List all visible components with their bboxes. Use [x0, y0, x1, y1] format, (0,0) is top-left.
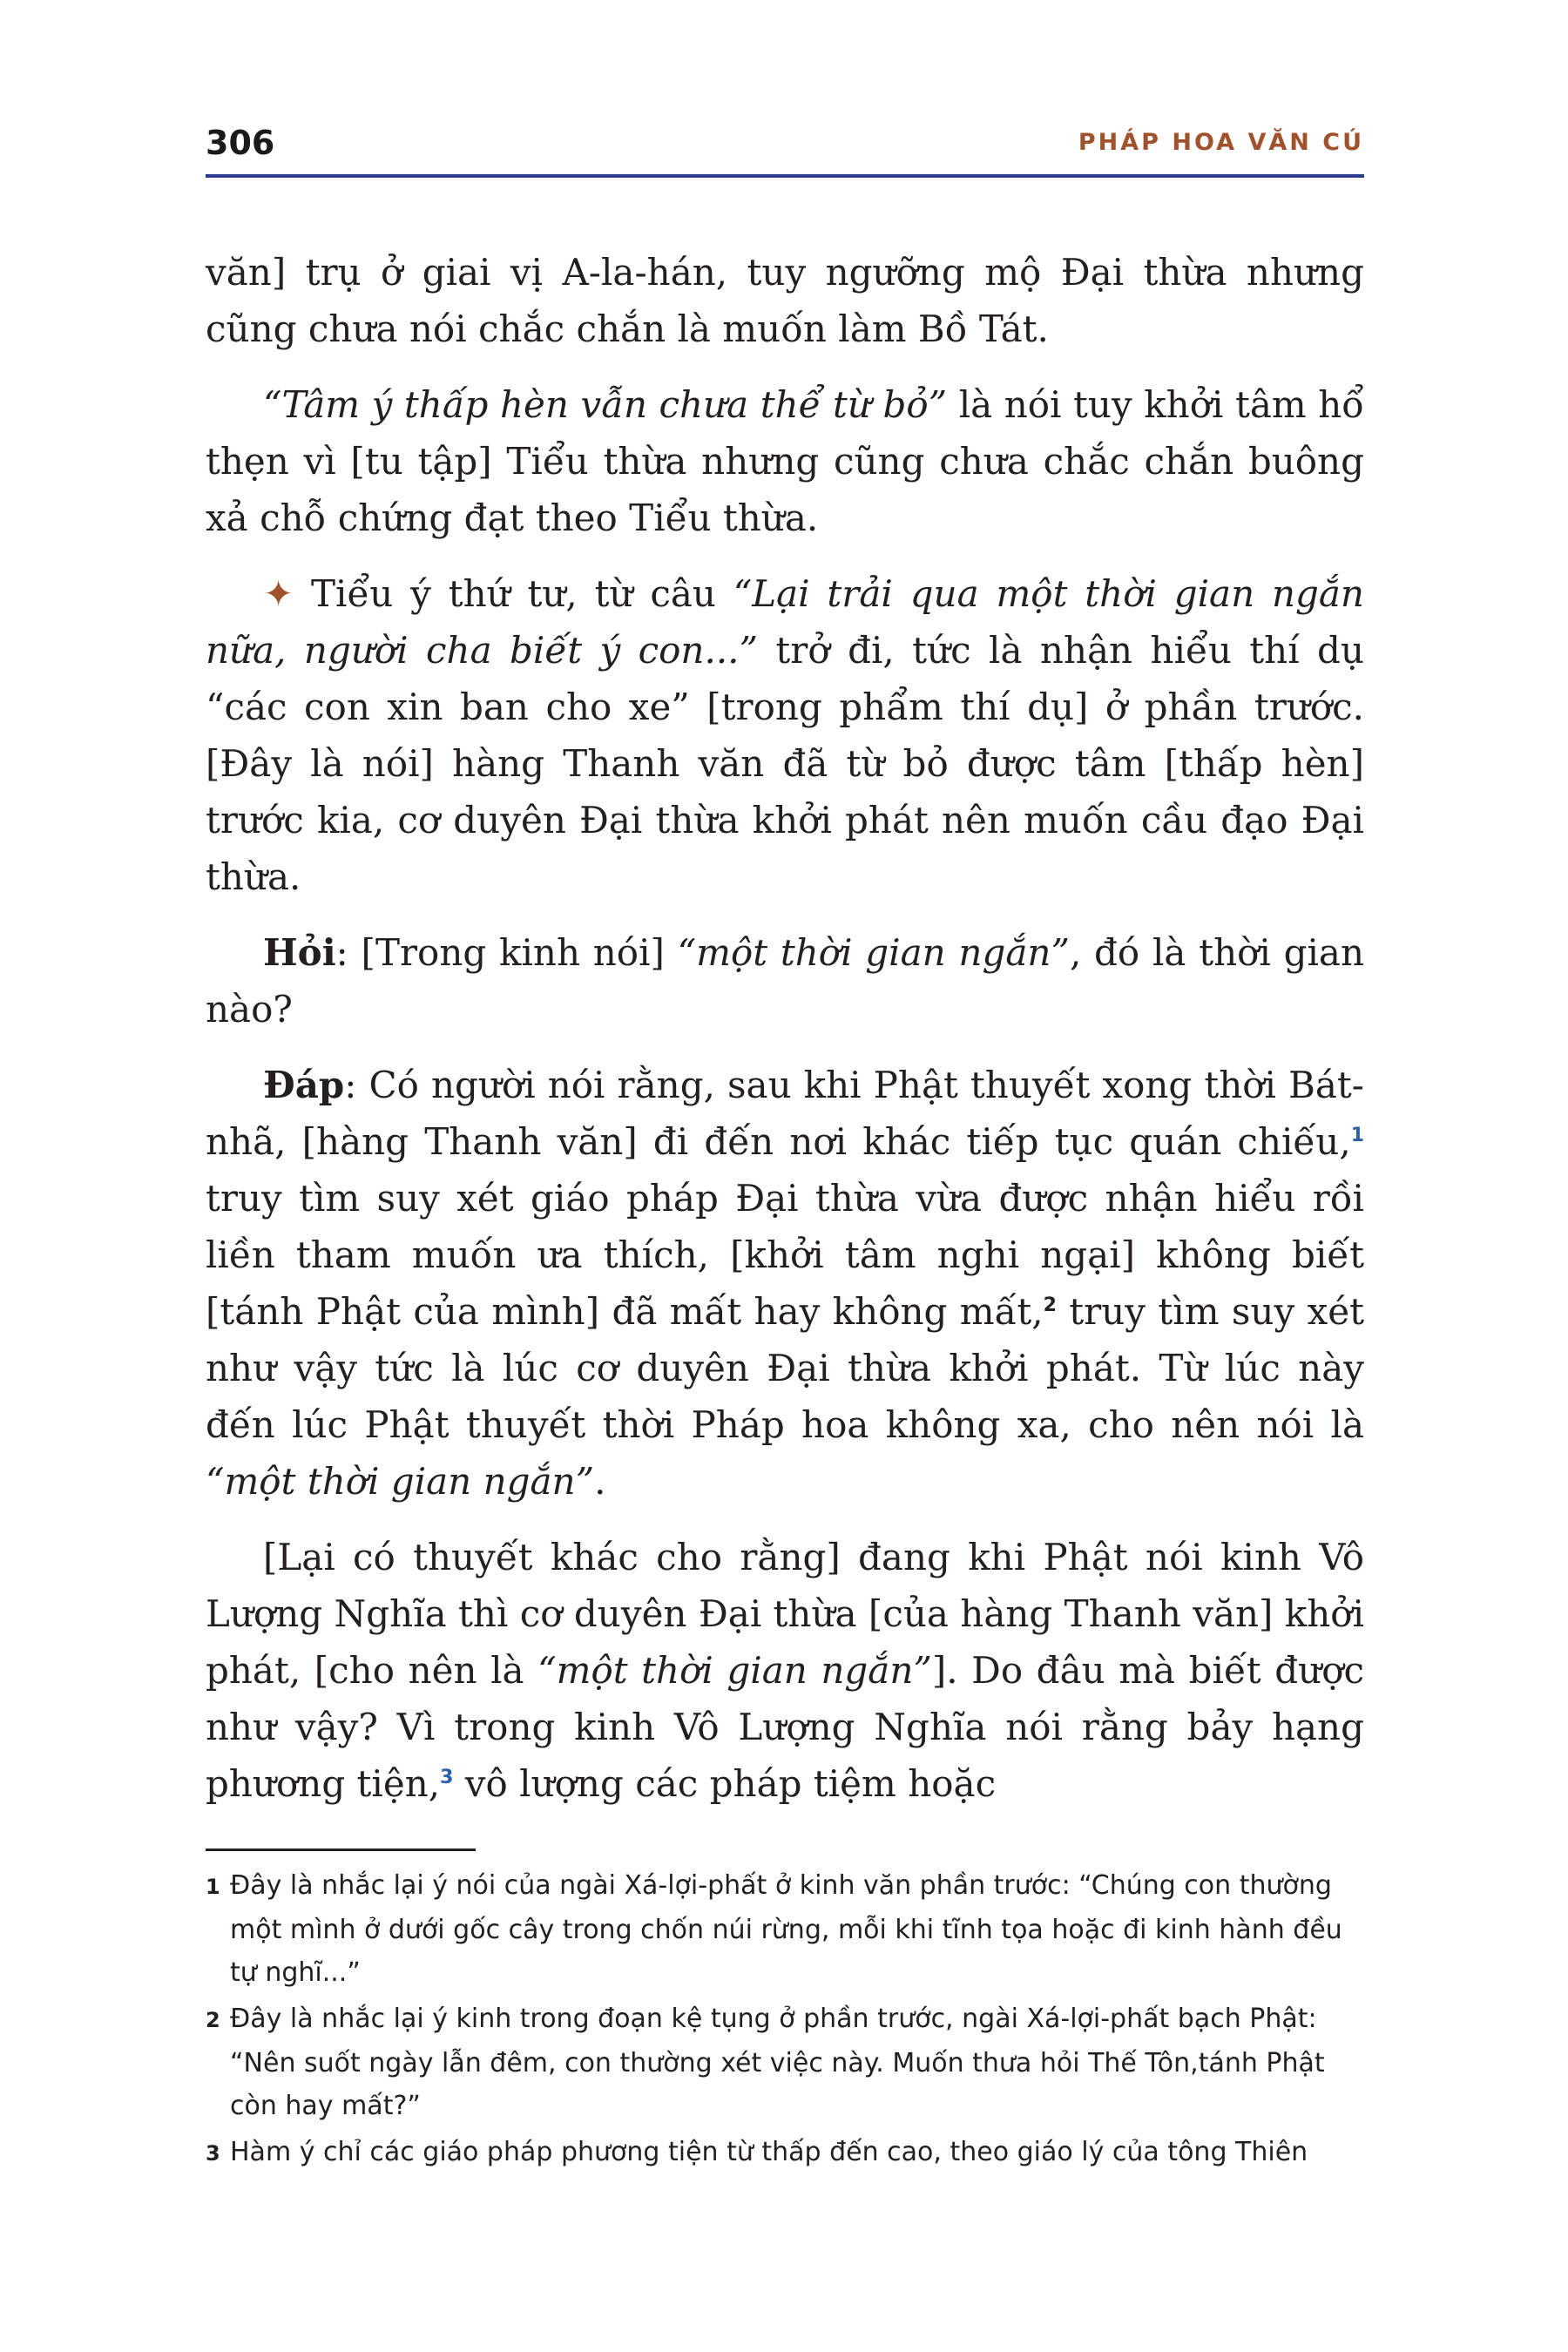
- footnote-ref-3[interactable]: 3: [440, 1767, 454, 1788]
- paragraph-6: [Lại có thuyết khác cho rằng] đang khi Phật nói kinh Vô Lượng Nghĩa thì cơ duyên Đại thừa [của hàng Thanh văn] khởi phát, [cho nên là “một thời gian ngắn”]. Do đâu mà biết được như vậy? Vì trong kinh Vô Lượng Nghĩa nói rằng bảy hạng phương tiện,$^3$ vô lượng các pháp tiệm hoặc: [206, 1536, 1364, 1805]
- footnote-ref-1[interactable]: 1: [1350, 1125, 1364, 1146]
- paragraph-question: Hỏi: [Trong kinh nói] “một thời gian ngắn”, đó là thời gian nào?: [206, 931, 1364, 1031]
- section-star-icon: ✦: [263, 572, 294, 615]
- quote: “Lại trải qua một thời gian ngắn nữa, người cha biết ý con...”: [206, 572, 1364, 672]
- paragraph-3: ✦ Tiểu ý thứ tư, từ câu “Lại trải qua một thời gian ngắn nữa, người cha biết ý con...” trở đi, tức là nhận hiểu thí dụ “các con xin ban cho xe” [trong phẩm thí dụ] ở phần trước. [Đây là nói] hàng Thanh văn đã từ bỏ được tâm [thấp hèn] trước kia, cơ duyên Đại thừa khởi phát nên muốn cầu đạo Đại thừa.: [206, 572, 1364, 898]
- header-rule: [206, 174, 1364, 178]
- paragraph-2: “Tâm ý thấp hèn vẫn chưa thể từ bỏ” là nói tuy khởi tâm hổ thẹn vì [tu tập] Tiểu thừa nhưng cũng chưa chắc chắn buông xả chỗ chứng đạt theo Tiểu thừa.: [206, 383, 1364, 539]
- footnotes: [206, 1864, 1364, 2179]
- paragraph-answer: Đáp: Có người nói rằng, sau khi Phật thuyết xong thời Bát-nhã, [hàng Thanh văn] đi đến nơi khác tiếp tục quán chiếu,$^1$ truy tìm suy xét giáo pháp Đại thừa vừa được nhận hiểu rồi liền tham muốn ưa thích, [khởi tâm nghi ngại] không biết [tánh Phật của mình] đã mất hay không mất,$^2$ truy tìm suy xét như vậy tức là lúc cơ duyên Đại thừa khởi phát. Từ lúc này đến lúc Phật thuyết thời Pháp hoa không xa, cho nên nói là “một thời gian ngắn”.: [206, 1064, 1364, 1503]
- footnote-2: 2 Đây là nhắc lại ý kinh trong đoạn kệ tụng ở phần trước, ngài Xá-lợi-phất bạch Phật: “Nên suốt ngày lẫn đêm, con thường xét việc này. Muốn thưa hỏi Thế Tôn,tánh Phật còn hay mất?”: [206, 2004, 1325, 2121]
- quote: “Tâm ý thấp hèn vẫn chưa thể từ bỏ”: [263, 383, 948, 426]
- page-number: 306: [206, 124, 275, 162]
- paragraph-1: văn] trụ ở giai vị A-la-hán, tuy ngưỡng mộ Đại thừa nhưng cũng chưa nói chắc chắn là muốn làm Bồ Tát.: [206, 251, 1364, 350]
- quote: “một thời gian ngắn”: [677, 931, 1070, 974]
- running-title: PHÁP HOA VĂN CÚ: [1078, 129, 1364, 156]
- body-text: [206, 244, 1364, 1831]
- footnote-ref-2[interactable]: 2: [1043, 1294, 1057, 1316]
- quote: “một thời gian ngắn”: [537, 1649, 932, 1692]
- question-label: Hỏi: [263, 931, 336, 974]
- footnote-1: 1 Đây là nhắc lại ý nói của ngài Xá-lợi-phất ở kinh văn phần trước: “Chúng con thường một mình ở dưới gốc cây trong chốn núi rừng, mỗi khi tĩnh tọa hoặc đi kinh hành đều tự nghĩ...”: [206, 1870, 1342, 1988]
- page-header: [206, 124, 1364, 176]
- quote: “một thời gian ngắn”: [206, 1460, 595, 1503]
- footnote-rule: [206, 1848, 476, 1851]
- answer-label: Đáp: [263, 1064, 345, 1106]
- footnote-3: 3 Hàm ý chỉ các giáo pháp phương tiện từ thấp đến cao, theo giáo lý của tông Thiên: [206, 2137, 1308, 2167]
